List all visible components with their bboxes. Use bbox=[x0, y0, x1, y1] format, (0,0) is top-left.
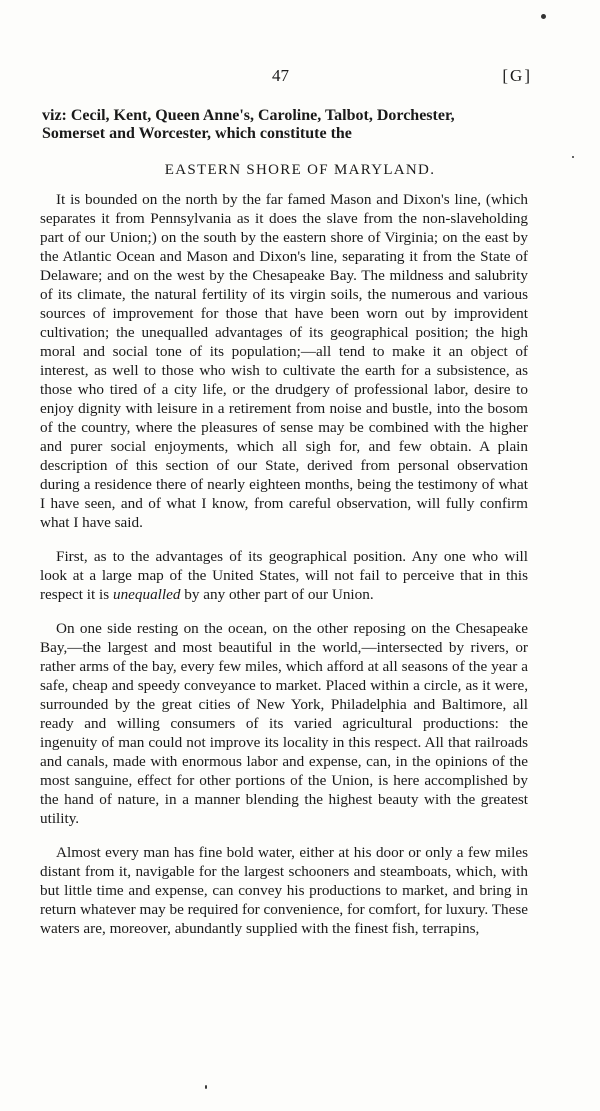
section-heading: EASTERN SHORE OF MARYLAND. bbox=[164, 162, 436, 178]
paragraph-2-text-after: by any other part of our Union. bbox=[180, 586, 374, 603]
paragraph-2-text-before: First, as to the advantages of its geographical position. Any one who will look at a large map of the United States, will not fail to perceive that in this respect it is bbox=[40, 548, 528, 603]
intro-line-1: viz: Cecil, Kent, Queen Anne's, Caroline, Talbot, Dorchester, bbox=[42, 107, 455, 124]
paragraph-1: It is bounded on the north by the far famed Mason and Dixon's line, (which separates it from Pennsylvania as it does the slave from the non-slaveholding part of our Union;) on the south by the eastern shore of Virginia; on the east by the Atlantic Ocean and Mason and Dixon's line, separating it from the State of Delaware; and on the west by the Chesapeake Bay. The mildness and salubrity of its climate, the natural fertility of its virgin soils, the numerous and various sources of improvement for those that have been worn out by improvident cultivation; the unequalled advantages of its geographical position; the high moral and social tone of its population;—all tend to make it an object of interest, as well to those who wish to cultivate the earth for a subsistence, as those who tired of a city life, or the drudgery of professional labor, desire to enjoy dignity with leisure in a retirement from noise and bustle, into the bosom of the country, where the pleasures of sense may be combined with the higher and purer social enjoyments, which all sigh for, and few obtain. A plain description of this section of our State, derived from personal observation during a residence there of nearly eighteen months, being the testimony of what I have seen, and of what I know, from careful observation, will fully confirm what I have said. bbox=[40, 191, 528, 531]
page-number: 47 bbox=[272, 66, 289, 85]
paragraph-4: Almost every man has fine bold water, either at his door or only a few miles distant from it, navigable for the largest schooners and steamboats, which, with but little time and expense, can convey his productions to market, and bring in return whatever may be required for convenience, for comfort, for luxury. These waters are, moreover, abundantly supplied with the finest fish, terrapins, bbox=[40, 844, 528, 937]
ink-speck bbox=[205, 1085, 207, 1089]
intro-line-2: Somerset and Worcester, which constitute the bbox=[42, 125, 352, 142]
body-text bbox=[40, 190, 528, 953]
paragraph-3: On one side resting on the ocean, on the other reposing on the Chesapeake Bay,—the largest and most beautiful in the world,—intersected by rivers, or rather arms of the bay, every few miles, which afford at all seasons of the year a safe, cheap and speedy conveyance to market. Placed within a circle, as it were, surrounded by the great cities of New York, Philadelphia and Baltimore, all ready and willing consumers of its varied agricultural productions: the ingenuity of man could not improve its locality in this respect. All that railroads and canals, made with enormous labor and expense, can, in the opinions of the most sanguine, effect for other portions of the Union, is here accomplished by the hand of nature, in a manner blending the highest beauty with the greatest utility. bbox=[40, 620, 528, 827]
signature-mark: [G] bbox=[502, 66, 532, 85]
ink-speck bbox=[572, 156, 574, 158]
paragraph-2 bbox=[40, 547, 528, 604]
ink-speck bbox=[541, 14, 546, 19]
paragraph-2-italic-word: unequalled bbox=[112, 586, 181, 603]
page-header bbox=[0, 66, 600, 90]
